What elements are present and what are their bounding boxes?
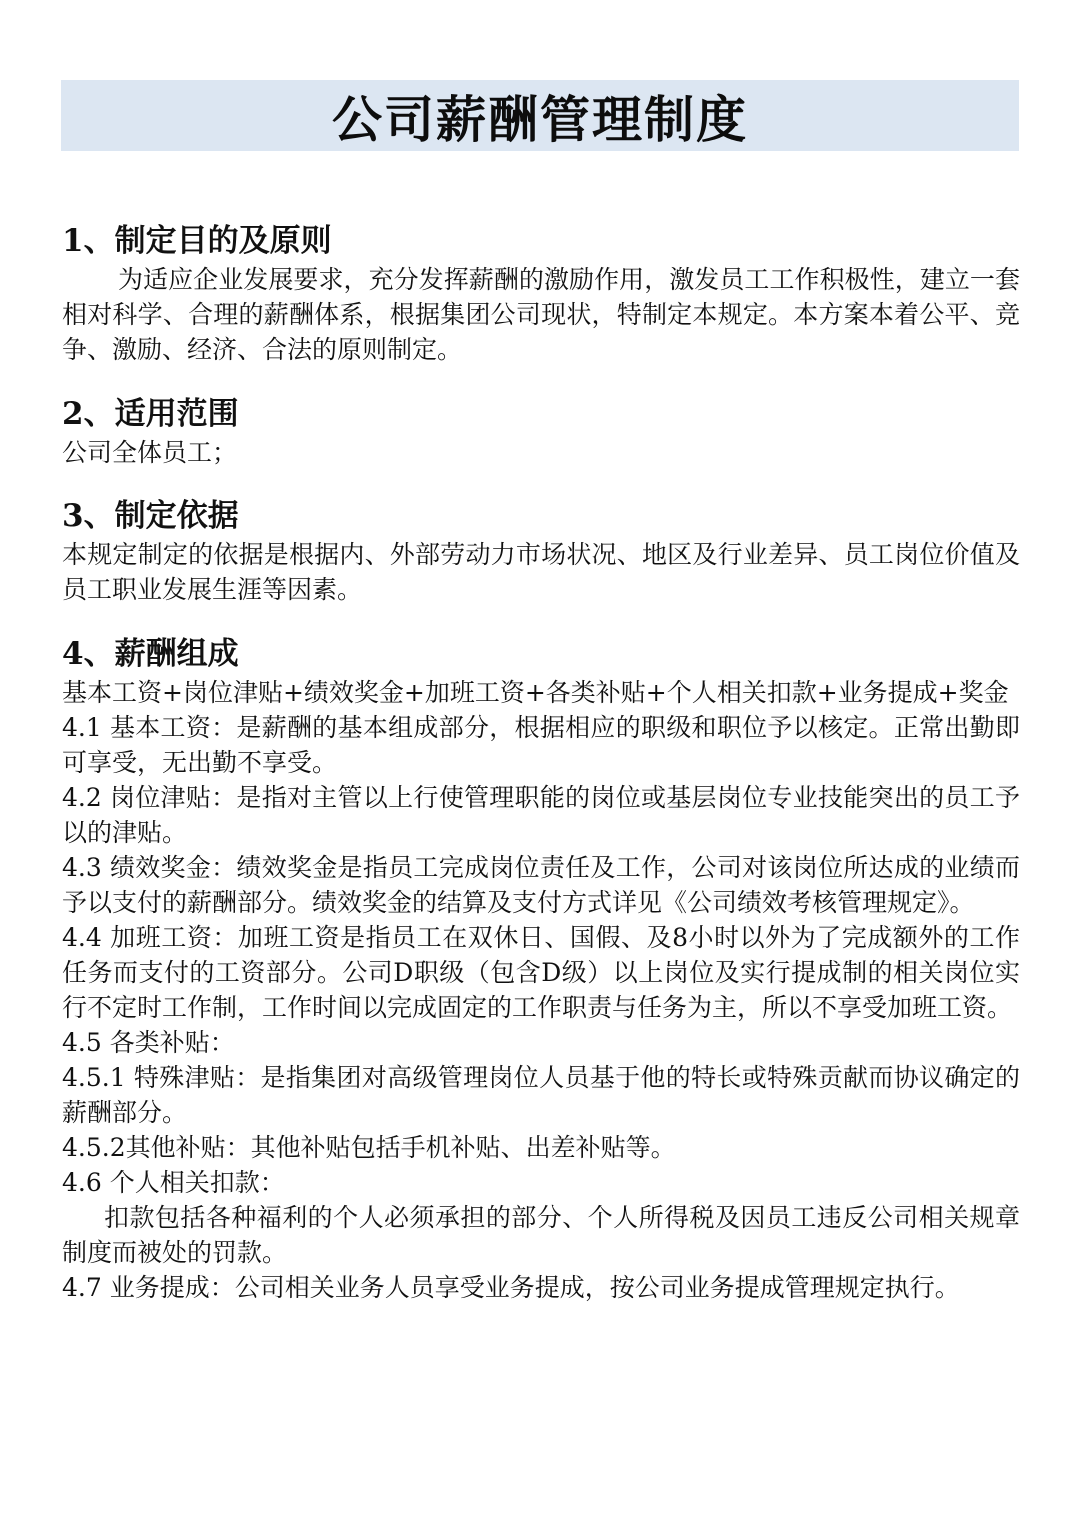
- section-scope: [62, 393, 1020, 470]
- section-heading: 1、制定目的及原则: [62, 223, 332, 259]
- section-basis: [62, 495, 1020, 607]
- section-purpose: [62, 220, 1020, 367]
- section-composition: [62, 633, 1020, 1305]
- composition-formula: 基本工资+岗位津贴+绩效奖金+加班工资+各类补贴+个人相关扣款+业务提成+奖金: [62, 678, 1009, 707]
- section-paragraph: 为适应企业发展要求，充分发挥薪酬的激励作用，激发员工工作积极性，建立一套相对科学、合理的薪酬体系，根据集团公司现状，特制定本规定。本方案本着公平、竞争、激励、经济、合法的原则制定。: [62, 265, 1020, 364]
- item-subsidies: 4.5 各类补贴：: [62, 1028, 235, 1057]
- deductions-description: 扣款包括各种福利的个人必须承担的部分、个人所得税及因员工违反公司相关规章制度而被处的罚款。: [62, 1203, 1020, 1267]
- item-overtime-pay: 4.4 加班工资：加班工资是指员工在双休日、国假、及8小时以外为了完成额外的工作任务而支付的工资部分。公司D职级（包含D级）以上岗位及实行提成制的相关岗位实行不定时工作制，工作时间以完成固定的工作职责与任务为主，所以不享受加班工资。: [62, 923, 1020, 1022]
- item-performance-bonus: 4.3 绩效奖金：绩效奖金是指员工完成岗位责任及工作，公司对该岗位所达成的业绩而予以支付的薪酬部分。绩效奖金的结算及支付方式详见《公司绩效考核管理规定》。: [62, 853, 1020, 917]
- document-body: [62, 220, 1020, 1305]
- section-heading: 4、薪酬组成: [62, 636, 239, 672]
- item-special-allowance: 4.5.1 特殊津贴：是指集团对高级管理岗位人员基于他的特长或特殊贡献而协议确定的薪酬部分。: [62, 1063, 1020, 1127]
- section-heading: 2、适用范围: [62, 396, 239, 432]
- section-paragraph: 本规定制定的依据是根据内、外部劳动力市场状况、地区及行业差异、员工岗位价值及员工职业发展生涯等因素。: [62, 540, 1020, 604]
- item-position-allowance: 4.2 岗位津贴：是指对主管以上行使管理职能的岗位或基层岗位专业技能突出的员工予以的津贴。: [62, 783, 1020, 847]
- section-heading: 3、制定依据: [62, 498, 239, 534]
- document-title: 公司薪酬管理制度: [332, 90, 748, 149]
- title-banner: [61, 80, 1019, 151]
- item-basic-salary: 4.1 基本工资：是薪酬的基本组成部分，根据相应的职级和职位予以核定。正常出勤即可享受，无出勤不享受。: [62, 713, 1020, 777]
- item-personal-deductions: 4.6 个人相关扣款：: [62, 1168, 285, 1197]
- item-other-subsidies: 4.5.2其他补贴：其他补贴包括手机补贴、出差补贴等。: [62, 1133, 676, 1162]
- section-paragraph: 公司全体员工；: [62, 438, 238, 467]
- item-sales-commission: 4.7 业务提成：公司相关业务人员享受业务提成，按公司业务提成管理规定执行。: [62, 1273, 960, 1302]
